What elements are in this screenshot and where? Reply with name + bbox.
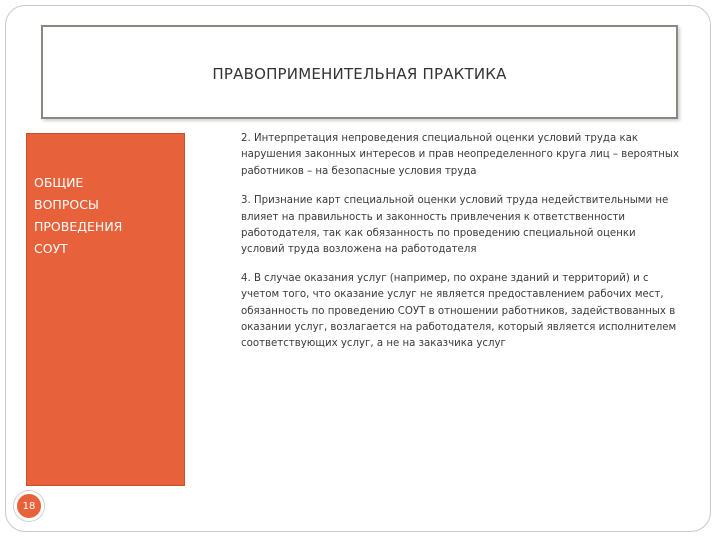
- paragraph-3: 3. Признание карт специальной оценки условий труда недействительными не влияет на правильность и законность привлечения к ответственности работодателя, так как обязанность по проведению специальной оценки условий труда возложена на работодателя: [241, 195, 669, 256]
- content-area: [241, 131, 681, 366]
- title-box: [41, 25, 678, 119]
- page-number: 18: [22, 500, 36, 512]
- slide-title: ПРАВОПРИМЕНИТЕЛЬНАЯ ПРАКТИКА: [212, 65, 507, 83]
- paragraph-2: 2. Интерпретация непроведения специальной оценки условий труда как нарушения законных интересов и прав неопределенного круга лиц – вероятных работников – на безопасные условия труда: [241, 133, 679, 177]
- page-number-badge: [14, 491, 44, 521]
- paragraph-4: 4. В случае оказания услуг (например, по охране зданий и территорий) и с учетом того, что оказание услуг не является предоставлением рабочих мест, обязанность по проведению СОУТ в отношении работников, задействованных в оказании услуг, возлагается на работодателя, который является исполнителем соответствующих услуг, а не на заказчика услуг: [241, 272, 677, 350]
- side-panel-label: ОБЩИЕ ВОПРОСЫ ПРОВЕДЕНИЯ СОУТ: [34, 175, 123, 256]
- side-panel: [26, 133, 185, 486]
